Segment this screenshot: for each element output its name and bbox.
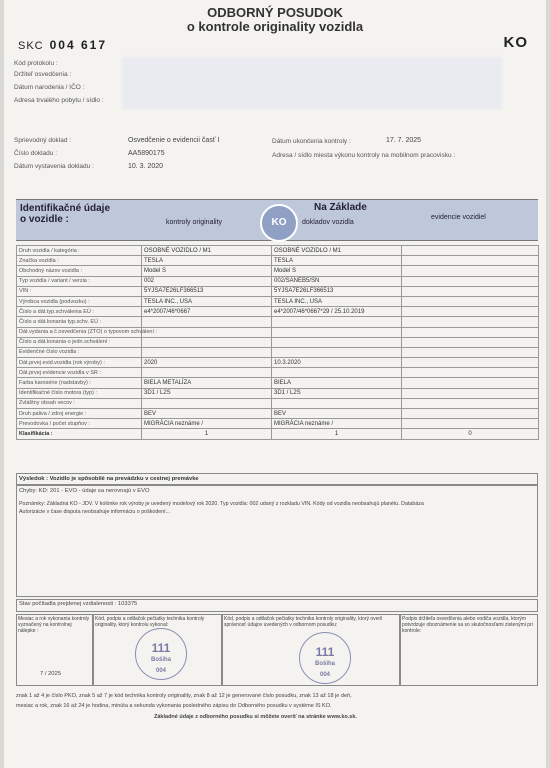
band-right-head: Na Základe	[314, 202, 367, 213]
document-page	[4, 0, 546, 768]
registry-value	[402, 347, 539, 357]
row-label: Typ vozidla / variant / verzia :	[17, 276, 142, 286]
originality-value	[142, 337, 272, 347]
originality-value: Model S	[142, 266, 272, 276]
identification-band	[16, 199, 538, 241]
originality-value: 002	[142, 276, 272, 286]
table-row	[17, 307, 539, 317]
documents-value	[272, 347, 402, 357]
documents-value	[272, 398, 402, 408]
ko-logo	[260, 204, 298, 242]
defects-text: Chyby: KD: 201 - EVO - údaje sa nerovnajú v EVO	[19, 488, 150, 494]
row-label: Druh vozidla / kategória :	[17, 246, 142, 256]
documents-value: BIELA	[272, 378, 402, 388]
documents-value	[272, 368, 402, 378]
row-label: Dát.vydania a č.osvedčenia (ZTO) o typovom schválení :	[17, 327, 142, 337]
document-title: ODBORNÝ POSUDOK	[207, 5, 343, 20]
row-label: Číslo a dát.konania typ.schv. EÚ :	[17, 317, 142, 327]
registry-value	[402, 409, 539, 419]
stamp-code: 004	[155, 668, 166, 674]
registry-value	[402, 368, 539, 378]
registry-value	[402, 266, 539, 276]
originality-value: BIELA METALÍZA	[142, 378, 272, 388]
documents-value: 3D1 / L2S	[272, 388, 402, 398]
row-label: Značka vozidla :	[17, 256, 142, 266]
table-row	[17, 276, 539, 286]
row-label: Číslo a dát.konania o jedn.schválení :	[17, 337, 142, 347]
originality-value	[142, 398, 272, 408]
row-label: Výrobca vozidla (podvozku) :	[17, 296, 142, 306]
classification-registry: 0	[402, 429, 539, 439]
row-label: Identifikačné číslo motora (typ) :	[17, 388, 142, 398]
table-row	[17, 337, 539, 347]
documents-value: 10.3.2020	[272, 358, 402, 368]
documents-value	[272, 327, 402, 337]
address-label: Adresa trvalého pobytu / sídlo :	[14, 97, 104, 104]
technician-stamp	[135, 628, 187, 680]
originality-value	[142, 317, 272, 327]
sig-divider-2	[221, 614, 223, 686]
band-col-documents: dokladov vozidla	[302, 219, 354, 226]
originality-value: TESLA	[142, 256, 272, 266]
table-row	[17, 378, 539, 388]
stamp-number: 111	[151, 641, 171, 655]
originality-value: e4*2007/46*0667	[142, 307, 272, 317]
table-row	[17, 266, 539, 276]
stamp-word-2: Bošíha	[314, 661, 335, 667]
table-row	[17, 419, 539, 429]
table-row	[17, 317, 539, 327]
registry-value	[402, 378, 539, 388]
ko-logo-text: KO	[271, 217, 287, 228]
documents-value	[272, 337, 402, 347]
row-label: Farba karosérie (nadstavby) :	[17, 378, 142, 388]
doc-issued-value: 10. 3. 2020	[128, 163, 164, 170]
row-label: Zvláštny obsah vecov :	[17, 398, 142, 408]
notes-text-2: Autorizácie v čase disputa neobsahuje informáciu o poškodení...	[19, 509, 171, 515]
registry-value	[402, 337, 539, 347]
sig-divider-1	[92, 614, 94, 686]
band-left-head-1: Identifikačné údaje	[20, 203, 111, 214]
row-label: Druh paliva / zdroj energie :	[17, 409, 142, 419]
originality-value: 2020	[142, 358, 272, 368]
originality-value: MIGRÁCIA neznáme /	[142, 419, 272, 429]
documents-value: 5YJSA7E26LF366513	[272, 286, 402, 296]
originality-value: 3D1 / L2S	[142, 388, 272, 398]
sig-month-label: Mesiac a rok vykonania kontroly vyznačený na kontrolnej nálepke :	[18, 616, 90, 634]
table-row	[17, 368, 539, 378]
band-left-head-2: o vozidle :	[20, 214, 69, 225]
originality-value: BEV	[142, 409, 272, 419]
doc-issued-label: Dátum vystavenia dokladu :	[14, 163, 94, 170]
table-row	[17, 246, 539, 256]
row-label: Evidenčné číslo vozidla :	[17, 347, 142, 357]
classification-originality: 1	[142, 429, 272, 439]
sig-technician-label: Kód, podpis a odtlačok pečiatky technika kontroly originality, ktorý kontrolu vykonal:	[95, 616, 205, 628]
skc-label: SKC	[18, 40, 44, 52]
doc-number-label: Číslo dokladu :	[14, 150, 57, 157]
registry-value	[402, 307, 539, 317]
document-subtitle: o kontrole originality vozidla	[186, 19, 364, 34]
stamp-number-2: 111	[315, 645, 335, 659]
sig-holder-label: Podpis držiteľa osvedčenia alebo vodiča vozidla, ktorým potvrdzuje oboznámenie sa so skutočnosťami zistenými pri kontrole:	[402, 616, 533, 634]
doc-value: Osvedčenie o evidencii časť I	[128, 137, 220, 144]
holder-label: Držiteľ osvedčenia :	[14, 71, 72, 78]
registry-value	[402, 276, 539, 286]
registry-value	[402, 286, 539, 296]
footer-line-1: znak 1 až 4 je číslo PKO, znak 5 až 7 je kód technika kontroly originality, znak 8 až 12 je generované číslo posudku, znak 13 až 18 je deň,	[16, 693, 352, 699]
birth-label: Dátum narodenia / IČO :	[14, 84, 85, 91]
classification-label: Klasifikácia :	[17, 429, 142, 439]
documents-value: Model S	[272, 266, 402, 276]
row-label: Číslo a dát.typ.schválenia EÚ :	[17, 307, 142, 317]
documents-value: 002/SANEB5/SN	[272, 276, 402, 286]
registry-value	[402, 358, 539, 368]
sig-divider-3	[399, 614, 401, 686]
table-row	[17, 358, 539, 368]
band-col-originality: kontroly originality	[166, 219, 223, 226]
registry-value	[402, 419, 539, 429]
registry-value	[402, 296, 539, 306]
sig-month-value: 7 / 2025	[40, 671, 61, 677]
protocol-label: Kód protokolu :	[14, 60, 58, 67]
skc-number: 004 617	[49, 38, 108, 52]
row-label: VIN :	[17, 286, 142, 296]
sig-verifier-label: Kód, podpis a odtlačok pečiatky technika kontroly originality, ktorý overil správnosť údajov uvedených v odbornom posudku:	[224, 616, 383, 628]
originality-value	[142, 347, 272, 357]
documents-value: TESLA INC., USA	[272, 296, 402, 306]
doc-label: Sprievodný doklad :	[14, 137, 72, 144]
registry-value	[402, 317, 539, 327]
registry-value	[402, 398, 539, 408]
result-text: Výsledok : Vozidlo je spôsobilé na prevádzku v cestnej premávke	[19, 476, 199, 482]
documents-value: BEV	[272, 409, 402, 419]
ko-mark: KO	[503, 34, 528, 51]
table-row	[17, 286, 539, 296]
table-row	[17, 296, 539, 306]
vehicle-table	[16, 245, 539, 440]
stamp-word: Bošíha	[150, 657, 171, 663]
verifier-stamp	[299, 632, 351, 684]
row-label: Prevodovka / počet stupňov :	[17, 419, 142, 429]
place-label: Adresa / sídlo miesta výkonu kontroly na mobilnom pracovisku :	[272, 152, 456, 159]
row-label: Dát.prvej evid.vozidla (rok výroby) :	[17, 358, 142, 368]
documents-value: e4*2007/46*0667*29 / 25.10.2019	[272, 307, 402, 317]
doc-number-value: AA5890175	[128, 150, 165, 157]
table-row	[17, 347, 539, 357]
notes-text-1: Poznámky: Základná KO - JDV. V kolónke rok výroby je uvedený modelový rok 2020. Typ vozidla: 002 udaný z rozkladu VIN. Kódy od vozidla neobsahujú planétu. Databáza	[19, 501, 424, 507]
documents-value	[272, 317, 402, 327]
originality-value: OSOBNÉ VOZIDLO / M1	[142, 246, 272, 256]
registry-value	[402, 388, 539, 398]
stamp-code-2: 004	[319, 672, 330, 678]
originality-value: TESLA INC., USA	[142, 296, 272, 306]
classification-row	[17, 429, 539, 439]
redacted-area	[122, 57, 502, 109]
row-label: Obchodný názov vozidla :	[17, 266, 142, 276]
band-col-registry: evidencie vozidiel	[431, 214, 486, 221]
table-row	[17, 388, 539, 398]
documents-value: OSOBNÉ VOZIDLO / M1	[272, 246, 402, 256]
divider	[16, 484, 538, 486]
skc-code	[18, 38, 107, 52]
documents-value: TESLA	[272, 256, 402, 266]
originality-value	[142, 368, 272, 378]
originality-value: 5YJSA7E26LF366513	[142, 286, 272, 296]
footer-line-3: Základné údaje z odborného posudku si môžete overiť na stránke www.ko.sk.	[154, 714, 357, 720]
registry-value	[402, 327, 539, 337]
end-date-label: Dátum ukončenia kontroly :	[272, 138, 351, 145]
originality-value	[142, 327, 272, 337]
table-row	[17, 398, 539, 408]
end-date-value: 17. 7. 2025	[386, 137, 422, 144]
registry-value	[402, 256, 539, 266]
documents-value: MIGRÁCIA neznáme /	[272, 419, 402, 429]
table-row	[17, 327, 539, 337]
table-row	[17, 256, 539, 266]
row-label: Dát.prvej evidencie vozidla v SR :	[17, 368, 142, 378]
odometer-text: Stav počítadla prejdenej vzdialenosti : 103375	[19, 601, 138, 607]
footer-line-2: mesiac a rok, znak 16 až 24 je hodina, minúta a sekunda vykonania posledného zápisu do Odborného posudku v systéme IS KO.	[16, 703, 332, 709]
classification-documents: 1	[272, 429, 402, 439]
table-row	[17, 409, 539, 419]
registry-value	[402, 246, 539, 256]
